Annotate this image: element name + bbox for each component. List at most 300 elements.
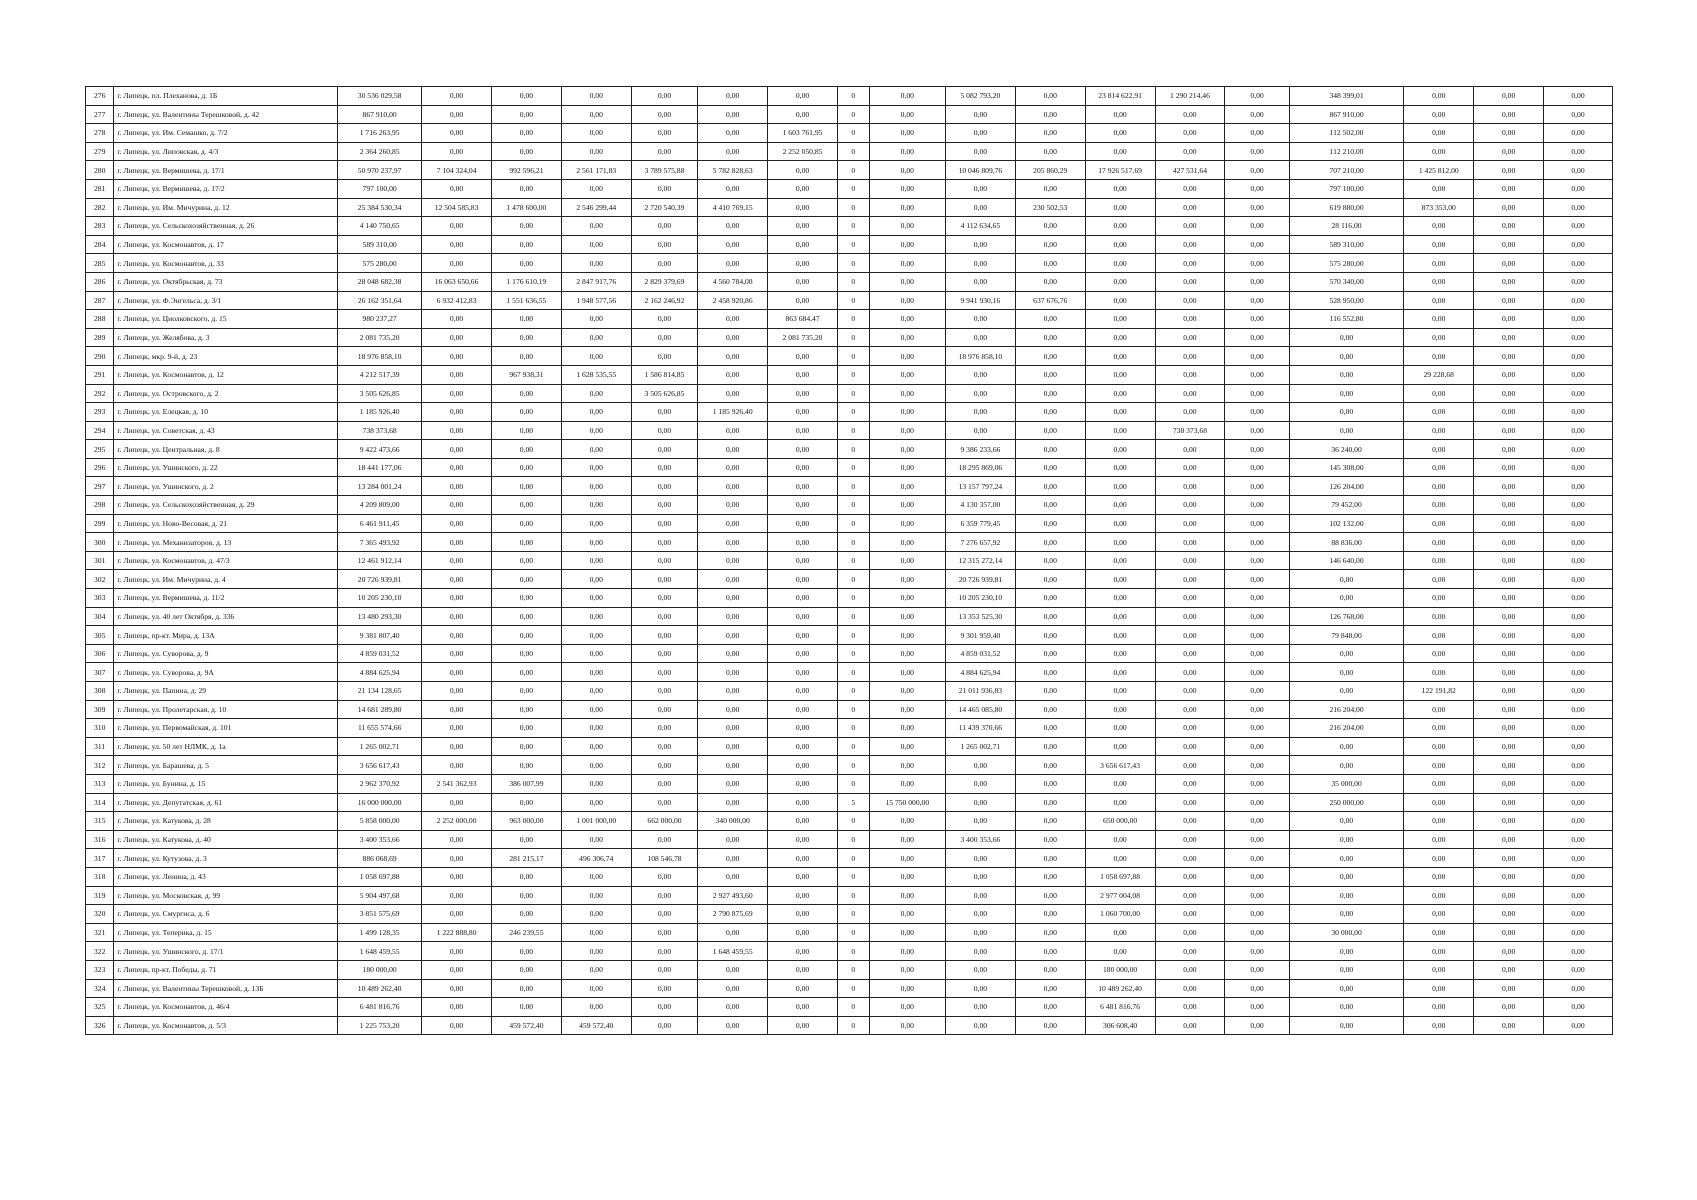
value-cell: 4 209 809,00 <box>338 496 422 515</box>
value-cell: 0,00 <box>1225 384 1289 403</box>
address-cell: г. Липецк, ул. Вермишева, д. 17/1 <box>114 161 338 180</box>
table-row <box>86 87 1613 106</box>
value-cell: 0,00 <box>1474 440 1544 459</box>
row-number-cell: 294 <box>86 421 114 440</box>
value-cell: 0,00 <box>561 124 631 143</box>
value-cell: 88 836,00 <box>1289 533 1404 552</box>
value-cell: 0,00 <box>422 886 492 905</box>
value-cell: 0,00 <box>492 700 562 719</box>
value-cell: 0,00 <box>631 589 698 608</box>
value-cell: 6 359 779,45 <box>945 514 1015 533</box>
value-cell: 0,00 <box>1155 867 1225 886</box>
value-cell: 0,00 <box>768 793 838 812</box>
table-row <box>86 607 1613 626</box>
value-cell: 0,00 <box>1544 1016 1613 1035</box>
value-cell: 0,00 <box>1404 105 1474 124</box>
row-number-cell: 308 <box>86 682 114 701</box>
address-cell: г. Липецк, ул. Вермишева, д. 17/2 <box>114 179 338 198</box>
value-cell: 0,00 <box>1155 756 1225 775</box>
value-cell: 0,00 <box>1404 291 1474 310</box>
table-body <box>86 87 1613 1035</box>
value-cell: 0,00 <box>1474 849 1544 868</box>
value-cell: 0,00 <box>1015 663 1085 682</box>
value-cell: 0,00 <box>631 533 698 552</box>
value-cell: 0,00 <box>1544 477 1613 496</box>
value-cell: 0,00 <box>869 161 945 180</box>
value-cell: 0,00 <box>1015 235 1085 254</box>
value-cell: 0,00 <box>1404 737 1474 756</box>
value-cell: 15 750 000,00 <box>869 793 945 812</box>
value-cell: 12 315 272,14 <box>945 551 1015 570</box>
value-cell: 1 001 000,00 <box>561 812 631 831</box>
value-cell: 0 <box>837 235 869 254</box>
address-cell: г. Липецк, ул. Теперика, д. 15 <box>114 923 338 942</box>
value-cell: 0,00 <box>768 849 838 868</box>
value-cell: 0,00 <box>1404 979 1474 998</box>
value-cell: 10 205 230,10 <box>338 589 422 608</box>
value-cell: 0,00 <box>561 403 631 422</box>
value-cell: 3 400 353,66 <box>945 830 1015 849</box>
value-cell: 0,00 <box>1085 496 1155 515</box>
value-cell: 0,00 <box>945 421 1015 440</box>
value-cell: 797 100,00 <box>1289 179 1404 198</box>
value-cell: 1 603 761,95 <box>768 124 838 143</box>
value-cell: 0,00 <box>1085 923 1155 942</box>
value-cell: 0,00 <box>1404 942 1474 961</box>
value-cell: 0,00 <box>1015 774 1085 793</box>
table-row <box>86 217 1613 236</box>
value-cell: 0,00 <box>1474 161 1544 180</box>
row-number-cell: 285 <box>86 254 114 273</box>
value-cell: 2 252 000,00 <box>422 812 492 831</box>
value-cell: 637 676,76 <box>1015 291 1085 310</box>
value-cell: 2 829 379,69 <box>631 272 698 291</box>
value-cell: 0,00 <box>1404 589 1474 608</box>
value-cell: 2 927 493,60 <box>698 886 768 905</box>
value-cell: 0,00 <box>1289 905 1404 924</box>
value-cell: 0,00 <box>1155 235 1225 254</box>
value-cell: 0 <box>837 496 869 515</box>
value-cell: 0,00 <box>422 644 492 663</box>
value-cell: 0,00 <box>422 663 492 682</box>
value-cell: 18 976 858,10 <box>338 347 422 366</box>
value-cell: 0,00 <box>1225 328 1289 347</box>
value-cell: 0,00 <box>1155 960 1225 979</box>
value-cell: 0,00 <box>698 551 768 570</box>
value-cell: 0,00 <box>869 812 945 831</box>
row-number-cell: 316 <box>86 830 114 849</box>
address-cell: г. Липецк, ул. Сельскохозяйственная, д. 29 <box>114 496 338 515</box>
value-cell: 0,00 <box>1225 87 1289 106</box>
table-row <box>86 161 1613 180</box>
row-number-cell: 318 <box>86 867 114 886</box>
value-cell: 0,00 <box>1085 663 1155 682</box>
value-cell: 0,00 <box>698 774 768 793</box>
value-cell: 0,00 <box>1015 589 1085 608</box>
value-cell: 6 481 816,76 <box>338 998 422 1017</box>
row-number-cell: 288 <box>86 310 114 329</box>
value-cell: 0,00 <box>1404 905 1474 924</box>
value-cell: 0,00 <box>1225 663 1289 682</box>
value-cell: 0,00 <box>492 217 562 236</box>
value-cell: 0 <box>837 849 869 868</box>
value-cell: 0,00 <box>768 682 838 701</box>
value-cell: 0,00 <box>869 589 945 608</box>
address-cell: г. Липецк, ул. Им. Семашко, д. 7/2 <box>114 124 338 143</box>
value-cell: 0,00 <box>1085 849 1155 868</box>
value-cell: 0,00 <box>1225 496 1289 515</box>
table-row <box>86 589 1613 608</box>
value-cell: 0,00 <box>492 570 562 589</box>
value-cell: 0,00 <box>1225 124 1289 143</box>
value-cell: 0,00 <box>768 384 838 403</box>
value-cell: 0,00 <box>869 235 945 254</box>
value-cell: 589 310,00 <box>1289 235 1404 254</box>
value-cell: 5 <box>837 793 869 812</box>
value-cell: 1 586 814,85 <box>631 365 698 384</box>
value-cell: 0,00 <box>1404 756 1474 775</box>
value-cell: 122 191,82 <box>1404 682 1474 701</box>
value-cell: 0,00 <box>1085 179 1155 198</box>
value-cell: 0,00 <box>768 254 838 273</box>
value-cell: 0,00 <box>945 886 1015 905</box>
value-cell: 0,00 <box>492 830 562 849</box>
value-cell: 1 478 600,00 <box>492 198 562 217</box>
value-cell: 0 <box>837 644 869 663</box>
value-cell: 0,00 <box>1085 793 1155 812</box>
value-cell: 0,00 <box>768 347 838 366</box>
value-cell: 0,00 <box>1155 142 1225 161</box>
value-cell: 427 531,64 <box>1155 161 1225 180</box>
value-cell: 0,00 <box>869 774 945 793</box>
value-cell: 0,00 <box>1085 217 1155 236</box>
value-cell: 0,00 <box>422 942 492 961</box>
value-cell: 0,00 <box>631 440 698 459</box>
value-cell: 0,00 <box>1225 179 1289 198</box>
row-number-cell: 317 <box>86 849 114 868</box>
value-cell: 0,00 <box>492 328 562 347</box>
value-cell: 36 240,00 <box>1289 440 1404 459</box>
value-cell: 0,00 <box>768 607 838 626</box>
value-cell: 0,00 <box>869 458 945 477</box>
value-cell: 0,00 <box>1085 142 1155 161</box>
value-cell: 3 505 626,85 <box>631 384 698 403</box>
value-cell: 0,00 <box>945 960 1015 979</box>
value-cell: 0,00 <box>492 942 562 961</box>
value-cell: 14 465 085,80 <box>945 700 1015 719</box>
value-cell: 306 608,40 <box>1085 1016 1155 1035</box>
row-number-cell: 304 <box>86 607 114 626</box>
row-number-cell: 314 <box>86 793 114 812</box>
value-cell: 0,00 <box>869 849 945 868</box>
value-cell: 0,00 <box>768 87 838 106</box>
value-cell: 1 058 697,88 <box>1085 867 1155 886</box>
value-cell: 2 541 362,93 <box>422 774 492 793</box>
value-cell: 0,00 <box>1544 830 1613 849</box>
value-cell: 0,00 <box>768 979 838 998</box>
value-cell: 0,00 <box>1155 830 1225 849</box>
value-cell: 0,00 <box>945 403 1015 422</box>
value-cell: 0,00 <box>561 923 631 942</box>
value-cell: 180 000,00 <box>1085 960 1155 979</box>
value-cell: 0,00 <box>869 979 945 998</box>
value-cell: 0,00 <box>1155 291 1225 310</box>
value-cell: 0,00 <box>492 347 562 366</box>
address-cell: г. Липецк, ул. Циолковского, д. 15 <box>114 310 338 329</box>
table-row <box>86 198 1613 217</box>
table-row <box>86 235 1613 254</box>
value-cell: 0,00 <box>1404 124 1474 143</box>
value-cell: 0,00 <box>768 589 838 608</box>
value-cell: 79 848,00 <box>1289 626 1404 645</box>
value-cell: 0,00 <box>768 403 838 422</box>
row-number-cell: 309 <box>86 700 114 719</box>
value-cell: 0,00 <box>631 737 698 756</box>
value-cell: 0,00 <box>561 310 631 329</box>
value-cell: 0,00 <box>1015 142 1085 161</box>
value-cell: 0,00 <box>1015 886 1085 905</box>
value-cell: 0,00 <box>422 142 492 161</box>
value-cell: 5 858 000,00 <box>338 812 422 831</box>
value-cell: 0,00 <box>698 87 768 106</box>
value-cell: 0,00 <box>869 923 945 942</box>
value-cell: 0,00 <box>492 179 562 198</box>
value-cell: 0,00 <box>698 458 768 477</box>
value-cell: 0,00 <box>422 403 492 422</box>
value-cell: 0,00 <box>422 849 492 868</box>
value-cell: 0,00 <box>492 384 562 403</box>
value-cell: 0,00 <box>1404 1016 1474 1035</box>
value-cell: 0 <box>837 551 869 570</box>
value-cell: 1 058 697,88 <box>338 867 422 886</box>
value-cell: 0,00 <box>869 87 945 106</box>
value-cell: 0,00 <box>869 217 945 236</box>
value-cell: 0,00 <box>1155 849 1225 868</box>
value-cell: 0 <box>837 179 869 198</box>
row-number-cell: 281 <box>86 179 114 198</box>
value-cell: 146 640,00 <box>1289 551 1404 570</box>
value-cell: 0,00 <box>1225 849 1289 868</box>
table-row <box>86 644 1613 663</box>
value-cell: 0,00 <box>1155 737 1225 756</box>
value-cell: 2 546 299,44 <box>561 198 631 217</box>
value-cell: 0,00 <box>1225 142 1289 161</box>
value-cell: 0 <box>837 589 869 608</box>
value-cell: 0,00 <box>1474 310 1544 329</box>
value-cell: 112 502,00 <box>1289 124 1404 143</box>
value-cell: 0 <box>837 161 869 180</box>
value-cell: 26 162 351,64 <box>338 291 422 310</box>
value-cell: 0,00 <box>1474 812 1544 831</box>
value-cell: 0,00 <box>869 960 945 979</box>
value-cell: 0,00 <box>1404 458 1474 477</box>
value-cell: 0,00 <box>422 105 492 124</box>
value-cell: 0,00 <box>1225 421 1289 440</box>
value-cell: 0,00 <box>1225 589 1289 608</box>
value-cell: 0,00 <box>768 496 838 515</box>
table-row <box>86 142 1613 161</box>
value-cell: 0,00 <box>1474 756 1544 775</box>
value-cell: 0,00 <box>869 570 945 589</box>
value-cell: 0,00 <box>1225 235 1289 254</box>
value-cell: 0,00 <box>1474 960 1544 979</box>
value-cell: 4 859 031,52 <box>338 644 422 663</box>
table-row <box>86 774 1613 793</box>
value-cell: 0,00 <box>561 682 631 701</box>
value-cell: 0,00 <box>1225 161 1289 180</box>
value-cell: 1 185 926,40 <box>698 403 768 422</box>
value-cell: 0,00 <box>1225 774 1289 793</box>
row-number-cell: 305 <box>86 626 114 645</box>
value-cell: 0,00 <box>1404 867 1474 886</box>
value-cell: 0,00 <box>561 235 631 254</box>
address-cell: г. Липецк, ул. Пролетарская, д. 10 <box>114 700 338 719</box>
value-cell: 0 <box>837 682 869 701</box>
row-number-cell: 321 <box>86 923 114 942</box>
value-cell: 0,00 <box>1085 589 1155 608</box>
value-cell: 112 210,00 <box>1289 142 1404 161</box>
value-cell: 0,00 <box>1544 458 1613 477</box>
row-number-cell: 313 <box>86 774 114 793</box>
value-cell: 0,00 <box>492 403 562 422</box>
address-cell: г. Липецк, ул. Ново-Весовая, д. 21 <box>114 514 338 533</box>
value-cell: 17 926 517,69 <box>1085 161 1155 180</box>
value-cell: 0,00 <box>561 979 631 998</box>
row-number-cell: 315 <box>86 812 114 831</box>
value-cell: 340 000,00 <box>698 812 768 831</box>
value-cell: 0,00 <box>1225 998 1289 1017</box>
value-cell: 12 461 912,14 <box>338 551 422 570</box>
value-cell: 619 880,00 <box>1289 198 1404 217</box>
value-cell: 0,00 <box>422 551 492 570</box>
value-cell: 0,00 <box>631 998 698 1017</box>
value-cell: 0,00 <box>945 849 1015 868</box>
value-cell: 0,00 <box>768 830 838 849</box>
row-number-cell: 278 <box>86 124 114 143</box>
value-cell: 13 157 797,24 <box>945 477 1015 496</box>
value-cell: 145 308,00 <box>1289 458 1404 477</box>
row-number-cell: 297 <box>86 477 114 496</box>
value-cell: 0,00 <box>631 923 698 942</box>
table-row <box>86 328 1613 347</box>
value-cell: 30 536 029,58 <box>338 87 422 106</box>
value-cell: 0,00 <box>1474 458 1544 477</box>
value-cell: 0,00 <box>768 812 838 831</box>
value-cell: 0,00 <box>768 291 838 310</box>
value-cell: 0,00 <box>768 440 838 459</box>
value-cell: 0,00 <box>1544 87 1613 106</box>
value-cell: 0,00 <box>698 254 768 273</box>
value-cell: 0,00 <box>869 124 945 143</box>
value-cell: 0,00 <box>492 514 562 533</box>
row-number-cell: 303 <box>86 589 114 608</box>
value-cell: 0,00 <box>1404 923 1474 942</box>
value-cell: 0,00 <box>1155 905 1225 924</box>
value-cell: 0,00 <box>869 403 945 422</box>
value-cell: 0 <box>837 812 869 831</box>
value-cell: 0,00 <box>698 626 768 645</box>
value-cell: 29 228,68 <box>1404 365 1474 384</box>
value-cell: 0,00 <box>768 161 838 180</box>
address-cell: г. Липецк, ул. Центральная, д. 8 <box>114 440 338 459</box>
value-cell: 0,00 <box>1474 886 1544 905</box>
value-cell: 102 132,00 <box>1289 514 1404 533</box>
value-cell: 0,00 <box>945 272 1015 291</box>
value-cell: 0,00 <box>698 960 768 979</box>
value-cell: 10 489 262,40 <box>1085 979 1155 998</box>
value-cell: 0,00 <box>1225 514 1289 533</box>
value-cell: 963 000,00 <box>492 812 562 831</box>
value-cell: 0,00 <box>1289 756 1404 775</box>
value-cell: 0,00 <box>1474 384 1544 403</box>
value-cell: 30 000,00 <box>1289 923 1404 942</box>
table-row <box>86 496 1613 515</box>
value-cell: 0,00 <box>1085 607 1155 626</box>
value-cell: 0,00 <box>1544 626 1613 645</box>
value-cell: 0,00 <box>1544 960 1613 979</box>
value-cell: 9 301 959,40 <box>945 626 1015 645</box>
value-cell: 0,00 <box>1225 607 1289 626</box>
value-cell: 0,00 <box>1015 254 1085 273</box>
table-row <box>86 998 1613 1017</box>
value-cell: 0,00 <box>1544 979 1613 998</box>
value-cell: 10 205 230,10 <box>945 589 1015 608</box>
value-cell: 0,00 <box>1544 607 1613 626</box>
value-cell: 0,00 <box>1015 756 1085 775</box>
value-cell: 0,00 <box>1404 886 1474 905</box>
value-cell: 0,00 <box>422 458 492 477</box>
value-cell: 0,00 <box>768 198 838 217</box>
value-cell: 0,00 <box>1225 682 1289 701</box>
table-row <box>86 830 1613 849</box>
value-cell: 0,00 <box>1155 774 1225 793</box>
value-cell: 0,00 <box>869 533 945 552</box>
value-cell: 528 950,00 <box>1289 291 1404 310</box>
value-cell: 0,00 <box>631 867 698 886</box>
value-cell: 0,00 <box>422 979 492 998</box>
value-cell: 0,00 <box>1289 570 1404 589</box>
value-cell: 0,00 <box>945 812 1015 831</box>
value-cell: 0,00 <box>492 682 562 701</box>
value-cell: 0,00 <box>869 905 945 924</box>
value-cell: 0,00 <box>1544 533 1613 552</box>
address-cell: г. Липецк, ул. Им. Мичурина, д. 4 <box>114 570 338 589</box>
value-cell: 0,00 <box>1544 886 1613 905</box>
value-cell: 0,00 <box>698 700 768 719</box>
value-cell: 0,00 <box>1289 886 1404 905</box>
value-cell: 0,00 <box>1015 626 1085 645</box>
value-cell: 0,00 <box>631 105 698 124</box>
value-cell: 0,00 <box>492 496 562 515</box>
address-cell: г. Липецк, ул. Ушинского, д. 2 <box>114 477 338 496</box>
value-cell: 0,00 <box>768 179 838 198</box>
value-cell: 0,00 <box>1474 328 1544 347</box>
value-cell: 0,00 <box>1404 179 1474 198</box>
value-cell: 0,00 <box>1289 589 1404 608</box>
value-cell: 0 <box>837 756 869 775</box>
value-cell: 0,00 <box>422 496 492 515</box>
address-cell: г. Липецк, ул. Кутузова, д. 3 <box>114 849 338 868</box>
value-cell: 13 353 525,30 <box>945 607 1015 626</box>
row-number-cell: 290 <box>86 347 114 366</box>
value-cell: 0,00 <box>768 774 838 793</box>
address-cell: г. Липецк, ул. Советская, д. 43 <box>114 421 338 440</box>
value-cell: 0,00 <box>1085 403 1155 422</box>
value-cell: 707 210,00 <box>1289 161 1404 180</box>
value-cell: 0,00 <box>698 589 768 608</box>
value-cell: 0,00 <box>1085 551 1155 570</box>
value-cell: 25 384 530,34 <box>338 198 422 217</box>
